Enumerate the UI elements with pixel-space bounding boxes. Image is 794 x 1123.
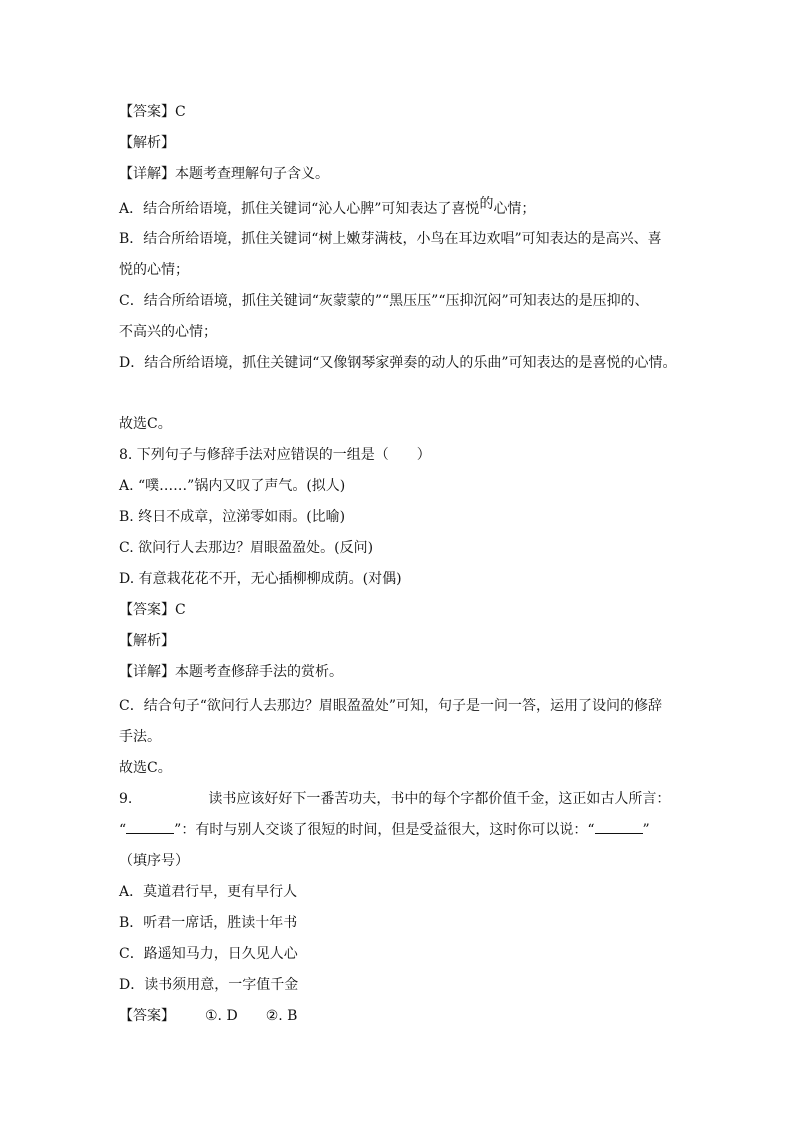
q8-analysis-label: 【解析】 bbox=[119, 633, 175, 649]
q9-option-d: D．读书须用意，一字值千金 bbox=[119, 977, 299, 993]
q9-option-c: C．路遥知马力，日久见人心 bbox=[119, 946, 298, 962]
q8-detail: 【详解】本题考查修辞手法的赏析。 bbox=[119, 664, 343, 680]
q7-a-text: A．结合所给语境，抓住关键词“沁人心脾”可知表达了喜悦 bbox=[119, 201, 480, 217]
q7-a-sup: 的 bbox=[479, 196, 494, 212]
q8-stem: 8. 下列句子与修辞手法对应错误的一组是（ ） bbox=[119, 447, 431, 463]
q9-option-a: A．莫道君行早，更有早行人 bbox=[119, 884, 298, 900]
q9-blank-1 bbox=[126, 821, 174, 834]
q9-quote-middle: ”：有时与别人交谈了很短的时间，但是受益很大，这时你可以说：“ bbox=[174, 822, 595, 838]
q9-answer bbox=[119, 1006, 679, 1026]
q8-option-b: B. 终日不成章，泣涕零如雨。(比喻) bbox=[119, 509, 346, 525]
q7-answer: 【答案】C bbox=[119, 104, 186, 120]
q9-quote-close: ” bbox=[642, 822, 650, 838]
q7-a-tail: 心情； bbox=[493, 201, 536, 217]
q8-c-explanation-cont: 手法。 bbox=[119, 729, 161, 745]
q8-option-a: A. “噗……”锅内又叹了声气。(拟人) bbox=[119, 478, 346, 494]
q9-answer-2: ②. B bbox=[265, 1008, 298, 1024]
q8-option-c: C. 欲问行人去那边？眉眼盈盈处。(反问) bbox=[119, 540, 374, 556]
q7-option-d-explanation: D．结合所给语境，抓住关键词“又像钢琴家弹奏的动人的乐曲”可知表达的是喜悦的心情。 bbox=[119, 355, 677, 371]
q7-option-c-explanation: C．结合所给语境，抓住关键词“灰蒙蒙的”“黑压压”“压抑沉闷”可知表达的是压抑的、 bbox=[119, 293, 649, 309]
q8-c-explanation: C．结合句子“欲问行人去那边？眉眼盈盈处”可知，句子是一问一答，运用了设问的修辞 bbox=[119, 698, 663, 714]
q7-option-b-explanation-cont: 悦的心情； bbox=[119, 262, 189, 278]
q7-conclusion: 故选C。 bbox=[119, 416, 172, 432]
q7-detail: 【详解】本题考查理解句子含义。 bbox=[119, 166, 329, 182]
q9-answer-1: ①. D bbox=[205, 1008, 238, 1024]
q7-option-a-explanation bbox=[119, 196, 679, 219]
q7-option-b-explanation: B．结合所给语境，抓住关键词“树上嫩芽满枝，小鸟在耳边欢唱”可知表达的是高兴、喜 bbox=[119, 231, 662, 247]
q9-stem bbox=[119, 789, 679, 809]
q9-quote-open: “ bbox=[119, 822, 127, 838]
q8-answer: 【答案】C bbox=[119, 602, 186, 618]
q9-number: 9. bbox=[119, 791, 133, 807]
q9-quote-line bbox=[119, 820, 679, 840]
q9-option-b: B．听君一席话，胜读十年书 bbox=[119, 915, 298, 931]
q8-option-d: D. 有意栽花花不开，无心插柳柳成荫。(对偶) bbox=[119, 571, 402, 587]
q7-analysis-label: 【解析】 bbox=[119, 135, 175, 151]
q7-option-c-explanation-cont: 不高兴的心情； bbox=[119, 324, 217, 340]
q9-stem-text: 读书应该好好下一番苦功夫，书中的每个字都价值千金，这正如古人所言： bbox=[208, 791, 671, 807]
q9-answer-label: 【答案】 bbox=[119, 1008, 175, 1024]
q9-blank-2 bbox=[595, 821, 643, 834]
q9-note: （填序号） bbox=[119, 853, 189, 869]
q8-conclusion: 故选C。 bbox=[119, 760, 172, 776]
